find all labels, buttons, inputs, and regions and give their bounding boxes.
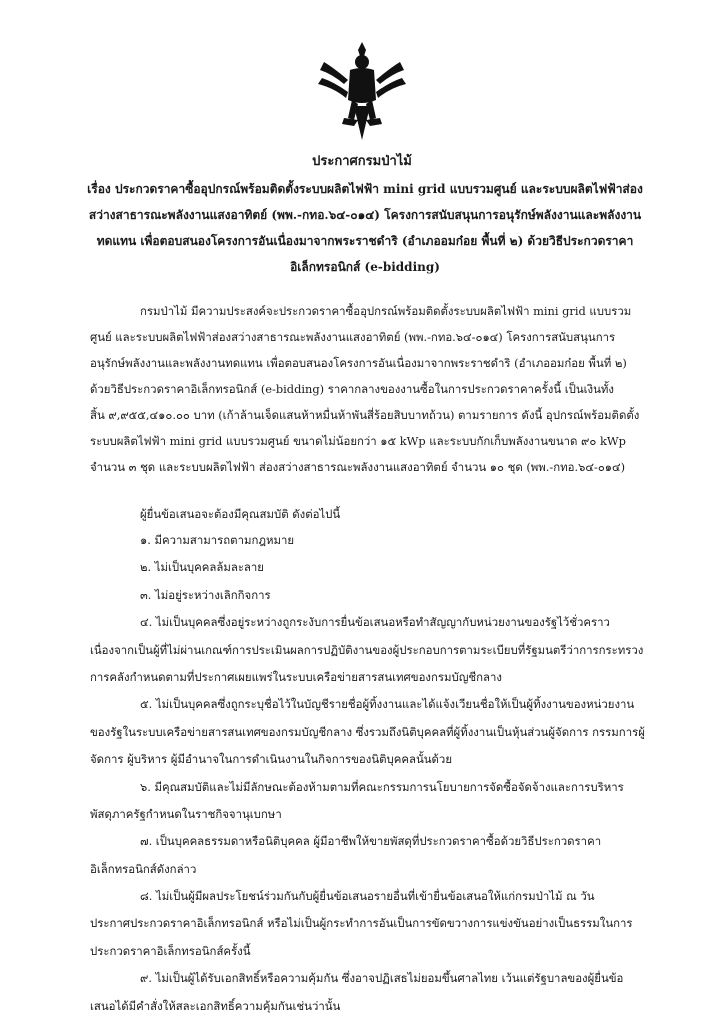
qualifications-list [90,527,690,1020]
qualification-line: ๘. ไม่เป็นผู้มีผลประโยชน์ร่วมกันกับผู้ยื่นข้อเสนอรายอื่นที่เข้ายื่นข้อเสนอให้แก่กรมป่าไม้ ณ วัน [140,889,595,904]
body-line: ด้วยวิธีประกวดราคาอิเล็กทรอนิกส์ (e-bidding) ราคากลางของงานซื้อในการประกวดราคาครั้งนี้ เป็นเงินทั้ง [90,382,614,396]
subject-line: สว่างสาธารณะพลังงานแสงอาทิตย์ (พพ.-กทอ.๖๔-๐๑๔) โครงการสนับสนุนการอนุรักษ์พลังงานและพลังงาน [88,208,642,222]
qualification-line: ๕. ไม่เป็นบุคคลซึ่งถูกระบุชื่อไว้ในบัญชีรายชื่อผู้ทิ้งงานและได้แจ้งเวียนชื่อให้เป็นผู้ทิ้งงานของหน่วยงาน [140,697,635,712]
qualification-line: ๙. ไม่เป็นผู้ได้รับเอกสิทธิ์หรือความคุ้มกัน ซึ่งอาจปฏิเสธไม่ยอมขึ้นศาลไทย เว้นแต่รัฐบาลของผู้ยื่นข้อ [140,971,624,986]
body-line: กรมป่าไม้ มีความประสงค์จะประกวดราคาซื้ออุปกรณ์พร้อมติดตั้งระบบผลิตไฟฟ้า mini grid แบบรวม [140,304,632,318]
qualification-line: อิเล็กทรอนิกส์ดังกล่าว [90,861,197,876]
qualification-line: จัดการ ผู้บริหาร ผู้มีอำนาจในการดำเนินงานในกิจการของนิติบุคคลนั้นด้วย [90,752,453,767]
subject-line: อิเล็กทรอนิกส์ (e-bidding) [290,260,440,274]
qualification-line: การคลังกำหนดตามที่ประกาศเผยแพร่ในระบบเครือข่ายสารสนเทศของกรมบัญชีกลาง [90,669,502,684]
announcement-title: ประกาศกรมป่าไม้ [312,154,412,169]
qualification-line: ๗. เป็นบุคคลธรรมดาหรือนิติบุคคล ผู้มีอาชีพให้ขายพัสดุที่ประกวดราคาซื้อด้วยวิธีประกวดราคา [140,834,602,849]
qualification-line: ๒. ไม่เป็นบุคคลล้มละลาย [140,560,264,575]
garuda-emblem-icon [314,40,410,144]
qualification-line: เสนอได้มีคำสั่งให้สละเอกสิทธิ์ความคุ้มกันเช่นว่านั้น [90,998,341,1013]
body-paragraph [90,298,690,480]
qualifications-heading: ผู้ยื่นข้อเสนอจะต้องมีคุณสมบัติ ดังต่อไปนี้ [140,507,341,521]
qualification-line: ๑. มีความสามารถตามกฎหมาย [140,533,295,547]
body-line: ระบบผลิตไฟฟ้า mini grid แบบรวมศูนย์ ขนาดไม่น้อยกว่า ๑๕ kWp และระบบกักเก็บพลังงานขนาด ๙๐ kWp [90,434,626,448]
body-line: สิ้น ๙,๙๕๕,๔๑๐.๐๐ บาท (เก้าล้านเจ็ดแสนห้าหมื่นห้าพันสี่ร้อยสิบบาทถ้วน) ตามรายการ ดังนี้ อุปกรณ์พร้อมติดตั้ง [90,408,640,422]
subject-block [60,176,670,280]
body-line: ศูนย์ และระบบผลิตไฟฟ้าส่องสว่างสาธารณะพลังงานแสงอาทิตย์ (พพ.-กทอ.๖๔-๐๑๔) โครงการสนับสนุนการ [90,330,616,344]
qualification-line: ๖. มีคุณสมบัติและไม่มีลักษณะต้องห้ามตามที่คณะกรรมการนโยบายการจัดซื้อจัดจ้างและการบริหาร [140,779,624,794]
qualification-line: ของรัฐในระบบเครือข่ายสารสนเทศของกรมบัญชีกลาง ซึ่งรวมถึงนิติบุคคลที่ผู้ทิ้งงานเป็นหุ้นส่วนผู้จัดการ กรรมการผู้ [90,724,645,739]
qualification-line: เนื่องจากเป็นผู้ที่ไม่ผ่านเกณฑ์การประเมินผลการปฏิบัติงานของผู้ประกอบการตามระเบียบที่รัฐมนตรีว่าการกระทรวง [90,642,644,657]
subject-line: ทดแทน เพื่อตอบสนองโครงการอันเนื่องมาจากพระราชดำริ (อำเภออมก๋อย พื้นที่ ๒) ด้วยวิธีประกวดราคา [96,234,634,248]
qualification-line: ประกาศประกวดราคาอิเล็กทรอนิกส์ หรือไม่เป็นผู้กระทำการอันเป็นการขัดขวางการแข่งขันอย่างเป็นธรรมในการ [90,916,633,931]
body-line: อนุรักษ์พลังงานและพลังงานทดแทน เพื่อตอบสนองโครงการอันเนื่องมาจากพระราชดำริ (อำเภออมก๋อย พื้นที่ ๒) [90,356,627,370]
qualification-line: ๔. ไม่เป็นบุคคลซึ่งอยู่ระหว่างถูกระงับการยื่นข้อเสนอหรือทำสัญญากับหน่วยงานของรัฐไว้ชั่วคราว [140,615,610,630]
subject-line: เรื่อง ประกวดราคาซื้ออุปกรณ์พร้อมติดตั้งระบบผลิตไฟฟ้า mini grid แบบรวมศูนย์ และระบบผลิตไฟฟ้าส่อง [87,182,643,196]
qualification-line: ๓. ไม่อยู่ระหว่างเลิกกิจการ [140,587,271,602]
qualification-line: พัสดุภาครัฐกำหนดในราชกิจจานุเบกษา [90,806,282,821]
body-line: จำนวน ๓ ชุด และระบบผลิตไฟฟ้า ส่องสว่างสาธารณะพลังงานแสงอาทิตย์ จำนวน ๑๐ ชุด (พพ.-กทอ.๖๔-๐๑๔) [90,460,626,474]
qualification-line: ประกวดราคาอิเล็กทรอนิกส์ครั้งนี้ [90,943,251,958]
